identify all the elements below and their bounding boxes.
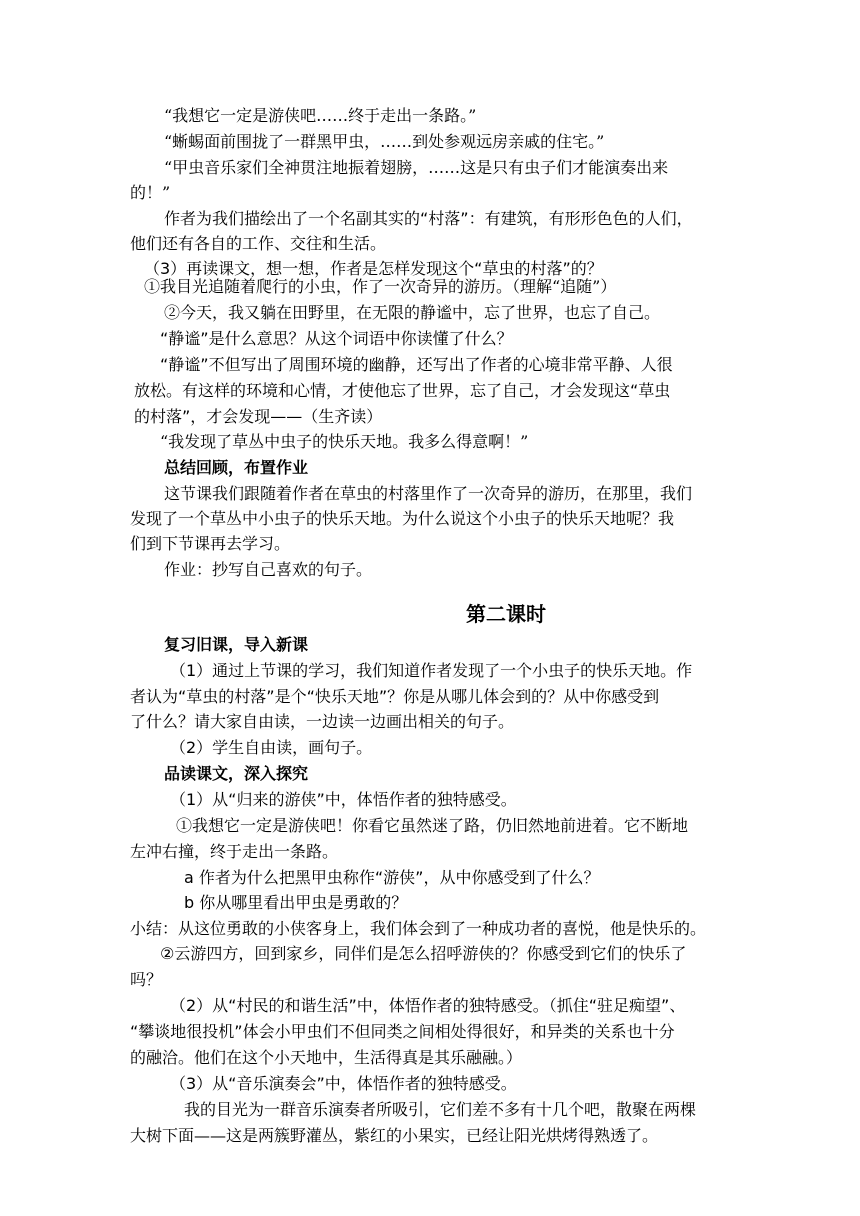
paragraph-line: 们到下节课再去学习。 bbox=[130, 534, 291, 553]
section-heading: 总结回顾，布置作业 bbox=[164, 458, 309, 477]
quote-line: ①我目光追随着爬行的小虫，作了一次奇异的游历。（理解“追随”） bbox=[144, 277, 617, 296]
paragraph-line: （2）从“村民的和谐生活”中，体悟作者的独特感受。（抓住“驻足痴望”、 bbox=[170, 996, 686, 1015]
paragraph-line: 者认为“草虫的村落”是个“快乐天地”？你是从哪儿体会到的？从中你感受到 bbox=[130, 687, 660, 706]
quote-line: ②今天，我又躺在田野里，在无限的静谧中，忘了世界，也忘了自己。 bbox=[164, 303, 661, 322]
paragraph-line: 作业：抄写自己喜欢的句子。 bbox=[164, 560, 373, 579]
quote-line: 我的目光为一群音乐演奏者所吸引，它们差不多有十几个吧，散聚在两棵 bbox=[184, 1100, 697, 1119]
section-heading: 复习旧课，导入新课 bbox=[164, 635, 309, 654]
quote-line: “蜥蜴面前围拢了一群黑甲虫，……到处参观远房亲戚的住宅。” bbox=[164, 132, 605, 151]
paragraph-line: （2）学生自由读，画句子。 bbox=[170, 738, 373, 757]
paragraph-line: 他们还有各自的工作、交往和生活。 bbox=[130, 234, 387, 253]
paragraph-line: （1）通过上节课的学习，我们知道作者发现了一个小虫子的快乐天地。作 bbox=[170, 661, 693, 680]
paragraph-line: （3）再读课文，想一想，作者是怎样发现这个“草虫的村落”的？ bbox=[144, 259, 603, 278]
paragraph-line: “静谧”是什么意思？从这个词语中你读懂了什么？ bbox=[160, 329, 513, 348]
paragraph-line: 的融洽。他们在这个小天地中，生活得真是其乐融融。） bbox=[130, 1048, 523, 1067]
paragraph-line: a 作者为什么把黑甲虫称作“游侠”，从中你感受到了什么？ bbox=[184, 868, 600, 887]
quote-line: 大树下面——这是两簇野灌丛，紫红的小果实，已经让阳光烘烤得熟透了。 bbox=[130, 1126, 659, 1145]
paragraph-line: （3）从“音乐演奏会”中，体悟作者的独特感受。 bbox=[170, 1074, 517, 1093]
quote-line: “甲虫音乐家们全神贯注地振着翅膀，……这是只有虫子们才能演奏出来 bbox=[164, 158, 669, 177]
section-heading: 品读课文，深入探究 bbox=[164, 764, 309, 783]
paragraph-line: b 你从哪里看出甲虫是勇敢的？ bbox=[184, 893, 408, 912]
paragraph-line: “攀谈地很投机”体会小甲虫们不但同类之间相处得很好，和异类的关系也十分 bbox=[130, 1022, 675, 1041]
quote-line: “我想它一定是游侠吧……终于走出一条路。” bbox=[164, 106, 477, 125]
paragraph-line: “静谧”不但写出了周围环境的幽静，还写出了作者的心境非常平静、人很 bbox=[160, 355, 673, 374]
paragraph-line: 发现了一个草丛中小虫子的快乐天地。为什么说这个小虫子的快乐天地呢？我 bbox=[130, 509, 675, 528]
paragraph-line: 了什么？请大家自由读，一边读一边画出相关的句子。 bbox=[130, 712, 515, 731]
quote-line: ①我想它一定是游侠吧！你看它虽然迷了路，仍旧然地前进着。它不断地 bbox=[176, 816, 689, 835]
paragraph-line: 作者为我们描绘出了一个名副其实的“村落”：有建筑，有形形色色的人们， bbox=[164, 209, 693, 228]
paragraph-line: （1）从“归来的游侠”中，体悟作者的独特感受。 bbox=[170, 790, 517, 809]
quote-line: “我发现了草丛中虫子的快乐天地。我多么得意啊！” bbox=[160, 432, 529, 451]
paragraph-line: 吗？ bbox=[130, 970, 163, 989]
paragraph-line: 放松。有这样的环境和心情，才使他忘了世界，忘了自己，才会发现这“草虫 bbox=[134, 381, 671, 400]
paragraph-line: 的村落”，才会发现——（生齐读） bbox=[134, 407, 383, 426]
paragraph-line: ②云游四方，回到家乡，同伴们是怎么招呼游侠的？你感受到它们的快乐了 bbox=[160, 944, 687, 963]
quote-line: 左冲右撞，终于走出一条路。 bbox=[130, 842, 339, 861]
quote-line: 的！” bbox=[130, 183, 171, 202]
paragraph-line: 这节课我们跟随着作者在草虫的村落里作了一次奇异的游历，在那里，我们 bbox=[164, 484, 693, 503]
lesson-title: 第二课时 bbox=[466, 602, 546, 626]
paragraph-line: 小结：从这位勇敢的小侠客身上，我们体会到了一种成功者的喜悦，他是快乐的。 bbox=[130, 919, 707, 938]
